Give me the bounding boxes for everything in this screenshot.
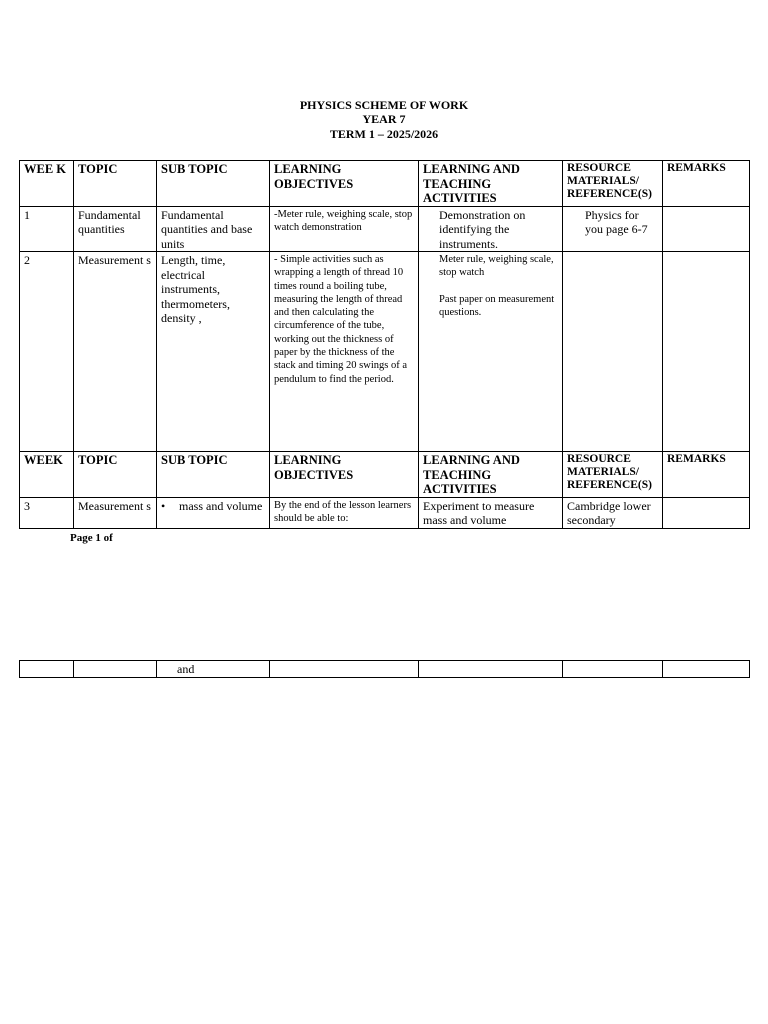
- header-resources: RESOURCE MATERIALS/ REFERENCE(S): [563, 452, 663, 498]
- objectives-cell: -Meter rule, weighing scale, stop watch demonstration: [270, 206, 419, 252]
- header-week: WEE K: [20, 161, 74, 207]
- header-sub-topic: SUB TOPIC: [157, 161, 270, 207]
- topic-cell: Fundamental quantities: [74, 206, 157, 252]
- objectives-cell: - Simple activities such as wrapping a length of thread 10 times round a boiling tube, measuring the length of thread and then calculating the circumference of the tube, working out the thickness of paper by the thickness of the stack and timing 20 swings of a pendulum to find the period.: [270, 252, 419, 452]
- table-row: [20, 497, 750, 528]
- activities-cell: [419, 661, 563, 678]
- resources-cell: Physics for you page 6-7: [563, 206, 663, 252]
- header-topic: TOPIC: [74, 452, 157, 498]
- header-activities: LEARNING AND TEACHING ACTIVITIES: [419, 161, 563, 207]
- header-remarks: REMARKS: [663, 452, 750, 498]
- remarks-cell: [663, 661, 750, 678]
- activities-cell: Demonstration on identifying the instruments.: [419, 206, 563, 252]
- sub-topic-cell: [157, 497, 270, 528]
- remarks-cell: [663, 206, 750, 252]
- resources-cell: [563, 661, 663, 678]
- objectives-cell: [270, 661, 419, 678]
- sub-topic-text: mass and volume: [179, 498, 263, 513]
- remarks-cell: [663, 252, 750, 452]
- week-cell: [20, 661, 74, 678]
- header-remarks: REMARKS: [663, 161, 750, 207]
- remarks-cell: [663, 497, 750, 528]
- table-header-row: [20, 452, 750, 498]
- scheme-table: [19, 160, 750, 529]
- sub-topic-cell: Length, time, electrical instruments, thermometers, density ,: [157, 252, 270, 452]
- table-row: [20, 206, 750, 252]
- bullet-icon: •: [161, 498, 166, 513]
- header-activities: LEARNING AND TEACHING ACTIVITIES: [419, 452, 563, 498]
- activities-cell: Experiment to measure mass and volume: [419, 497, 563, 528]
- week-cell: 2: [20, 252, 74, 452]
- sub-topic-cell: Fundamental quantities and base units: [157, 206, 270, 252]
- header-topic: TOPIC: [74, 161, 157, 207]
- table-header-row: [20, 161, 750, 207]
- title-line-2: YEAR 7: [362, 112, 406, 126]
- title-line-1: PHYSICS SCHEME OF WORK: [299, 98, 469, 112]
- resources-cell: [563, 252, 663, 452]
- header-learning-objectives: LEARNING OBJECTIVES: [270, 161, 419, 207]
- activities-line-2: Past paper on measurement questions.: [439, 293, 555, 318]
- week-cell: 1: [20, 206, 74, 252]
- table-row: [20, 252, 750, 452]
- continuation-table: [19, 660, 750, 678]
- activities-cell: [419, 252, 563, 452]
- resources-cell: Cambridge lower secondary: [563, 497, 663, 528]
- topic-cell: [74, 661, 157, 678]
- header-week: WEEK: [20, 452, 74, 498]
- title-line-3: TERM 1 – 2025/2026: [329, 127, 439, 141]
- table-row: [20, 661, 750, 678]
- header-sub-topic: SUB TOPIC: [157, 452, 270, 498]
- page-footer: Page 1 of: [70, 532, 113, 544]
- header-resources: RESOURCE MATERIALS/ REFERENCE(S): [563, 161, 663, 207]
- activities-line-1: Meter rule, weighing scale, stop watch: [439, 254, 554, 279]
- week-cell: 3: [20, 497, 74, 528]
- header-learning-objectives: LEARNING OBJECTIVES: [270, 452, 419, 498]
- sub-topic-cell: and: [157, 661, 270, 678]
- topic-cell: Measurement s: [74, 252, 157, 452]
- objectives-cell: By the end of the lesson learners should be able to:: [270, 497, 419, 528]
- topic-cell: Measurement s: [74, 497, 157, 528]
